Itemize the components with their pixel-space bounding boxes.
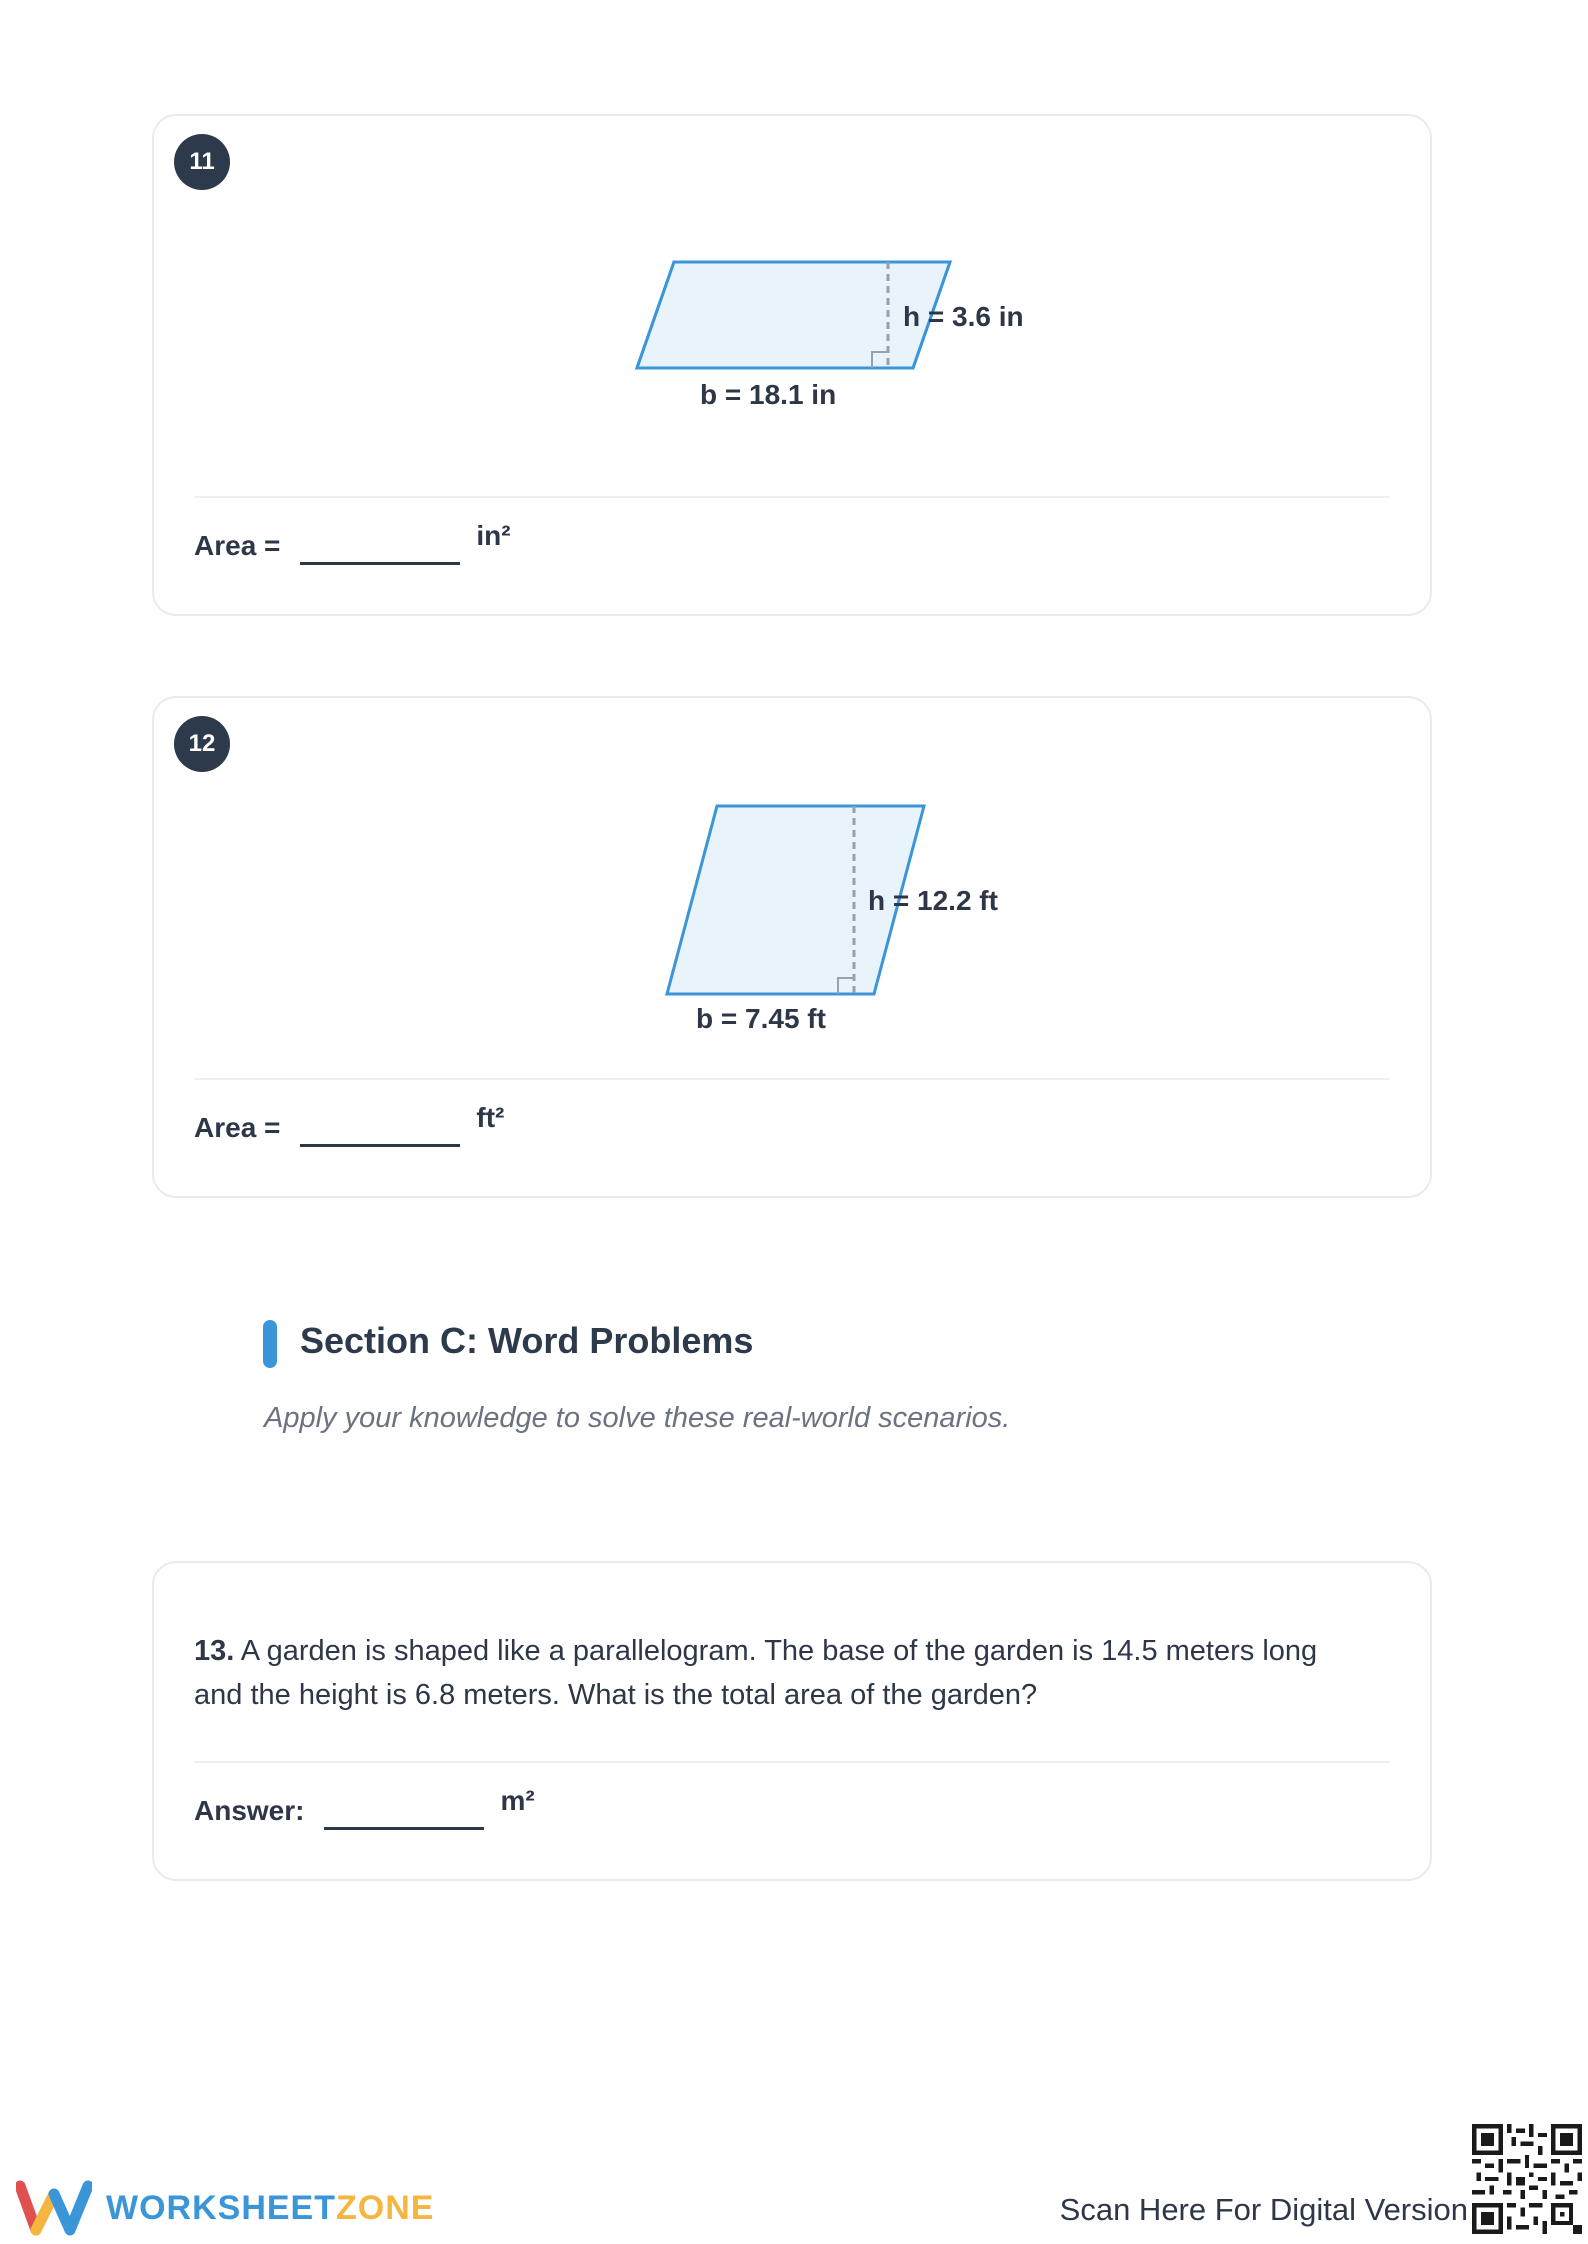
answer-label: Answer:: [194, 1794, 305, 1826]
question-number: 13.: [194, 1635, 235, 1667]
area-label: Area =: [194, 1111, 281, 1143]
area-label: Area =: [194, 529, 281, 561]
worksheetzone-logo[interactable]: [16, 2180, 434, 2236]
unit-label: m²: [500, 1784, 535, 1816]
base-label: b = 18.1 in: [700, 379, 837, 410]
section-subtitle: Apply your knowledge to solve these real-world scenarios.: [264, 1402, 1011, 1434]
problem-card-13: [152, 1561, 1432, 1881]
answer-blank[interactable]: [324, 1791, 484, 1830]
base-label: b = 7.45 ft: [696, 1003, 826, 1034]
divider: [194, 496, 1390, 498]
parallelogram-figure-12: [154, 698, 1434, 1038]
divider: [194, 1761, 1390, 1763]
section-accent-bar: [263, 1320, 277, 1368]
answer-row: [194, 1784, 535, 1830]
logo-w-icon: [16, 2180, 92, 2236]
unit-label: ft²: [476, 1101, 505, 1133]
section-title: Section C: Word Problems: [300, 1320, 754, 1361]
answer-row: [194, 519, 511, 565]
answer-row: [194, 1101, 505, 1147]
divider: [194, 1078, 1390, 1080]
logo-text: WORKSHEETZONE: [106, 2188, 435, 2227]
answer-blank[interactable]: [300, 526, 460, 565]
problem-number-badge: 12: [174, 716, 230, 772]
question-body: A garden is shaped like a parallelogram. The base of the garden is 14.5 meters long and the height is 6.8 meters. What is the total area of the garden?: [194, 1635, 1318, 1711]
problem-card-11: [152, 114, 1432, 616]
answer-blank[interactable]: [300, 1108, 460, 1147]
problem-number-badge: 11: [174, 134, 230, 190]
height-label: h = 3.6 in: [903, 301, 1024, 332]
qr-code-icon[interactable]: [1472, 2124, 1582, 2234]
scan-text: Scan Here For Digital Version: [1059, 2192, 1468, 2227]
problem-card-12: [152, 696, 1432, 1198]
question-text: [194, 1629, 1370, 1717]
parallelogram-figure-11: [154, 116, 1434, 436]
height-label: h = 12.2 ft: [868, 885, 998, 916]
unit-label: in²: [476, 519, 511, 551]
